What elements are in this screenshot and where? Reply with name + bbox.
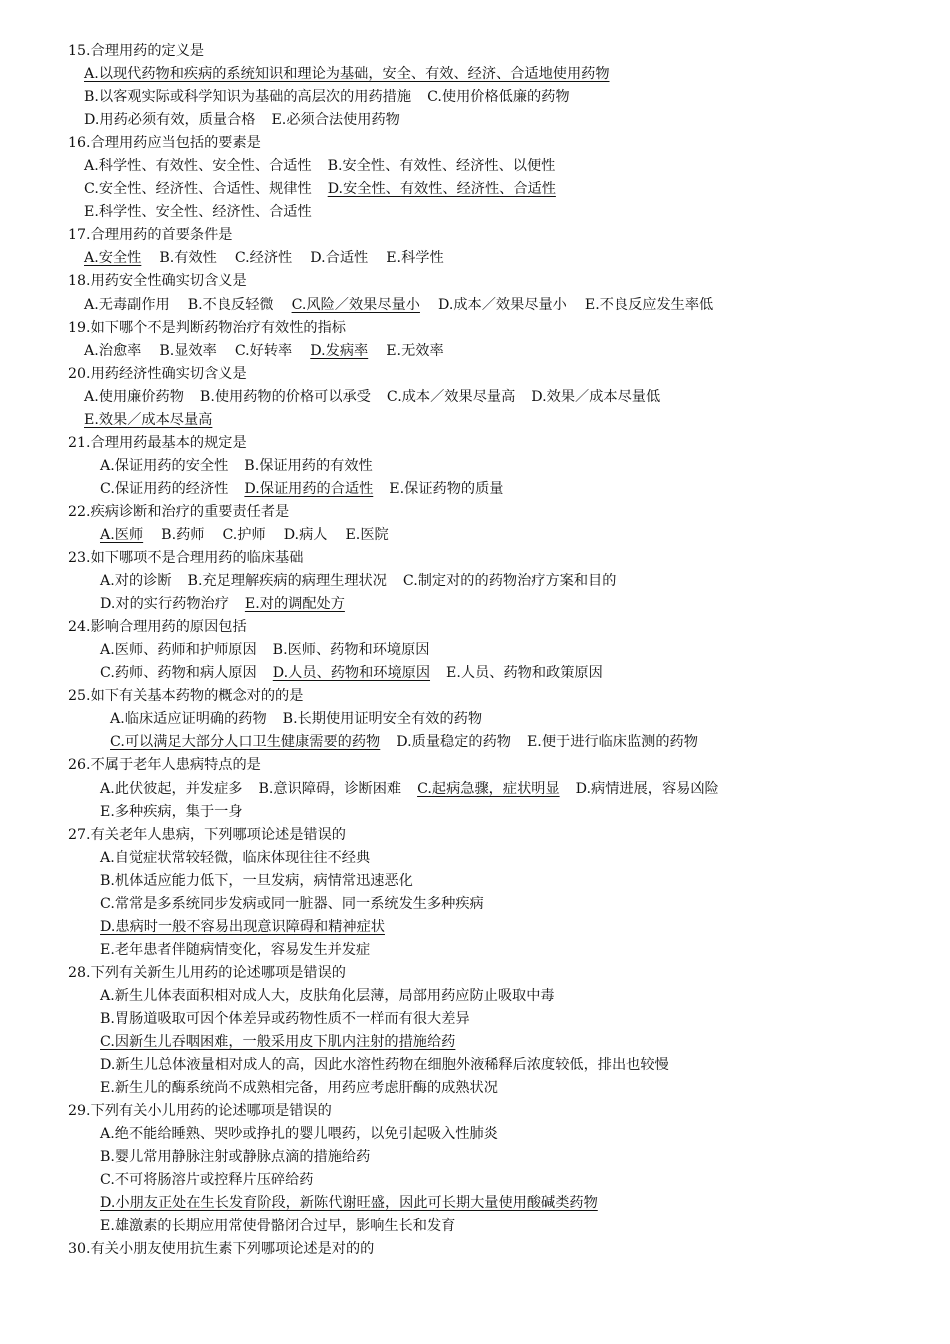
question-text: 26.不属于老年人患病特点的是 [68,757,261,774]
option-text: D.用药必须有效，质量合格 [84,112,256,129]
option-text: D.对的实行药物治疗 [100,596,229,613]
option-text: D.新生儿总体液量相对成人的高，因此水溶性药物在细胞外液稀释后浓度较低，排出也较慢 [100,1057,669,1074]
option-text: E.医院 [345,526,389,543]
option-text: C.常常是多系统同步发病或同一脏器、同一系统发生多种疾病 [100,895,484,912]
answer-option: A.医师 [100,526,144,543]
document-page [68,40,928,1261]
question-text: 18.用药安全性确实切含义是 [68,273,247,290]
question-text: 25.如下有关基本药物的概念对的的是 [68,688,304,705]
question-stem [68,1238,928,1261]
option-row [68,570,928,593]
answer-option: D.人员、药物和环境原因 [272,665,431,682]
question-text: 17.合理用药的首要条件是 [68,227,233,244]
option-text: C.安全性、经济性、合适性、规律性 [84,181,312,198]
option-text: A.绝不能给睡熟、哭吵或挣扎的婴儿喂药，以免引起吸入性肺炎 [100,1126,498,1143]
option-row [68,294,928,317]
option-row [68,109,928,132]
option-text: B.机体适应能力低下，一旦发病，病情常迅速恶化 [100,872,413,889]
question-stem [68,1100,928,1123]
question-text: 24.影响合理用药的原因包括 [68,619,247,636]
option-text: B.显效率 [159,342,217,359]
answer-option: E.对的调配处方 [244,596,345,613]
option-text: D.合适性 [310,250,369,267]
question-stem [68,501,928,524]
answer-option: C.起病急骤，症状明显 [417,780,560,797]
option-text: B.婴儿常用静脉注射或静脉点滴的措施给药 [100,1149,371,1166]
question-stem [68,40,928,63]
option-text: A.临床适应证明确的药物 [110,711,267,728]
option-text: A.对的诊断 [100,573,172,590]
question-text: 22.疾病诊断和治疗的重要责任者是 [68,503,290,520]
option-text: B.有效性 [159,250,217,267]
option-text: A.新生儿体表面积相对成人大，皮肤角化层薄，局部用药应防止吸取中毒 [100,987,555,1004]
answer-option: D.患病时一般不容易出现意识障碍和精神症状 [100,918,385,935]
question-stem [68,754,928,777]
option-text: B.以客观实际或科学知识为基础的高层次的用药措施 [84,89,412,106]
option-text: B.保证用药的有效性 [244,457,373,474]
option-row [68,639,928,662]
option-row [68,478,928,501]
option-row [68,893,928,916]
option-row [68,1169,928,1192]
option-row [68,731,928,754]
option-row [68,916,928,939]
option-text: D.效果／成本尽量低 [531,388,661,405]
option-row [68,939,928,962]
option-text: B.胃肠道吸取可因个体差异或药物性质不一样而有很大差异 [100,1010,470,1027]
option-row [68,801,928,824]
option-text: C.护师 [222,526,266,543]
question-stem [68,824,928,847]
option-text: E.新生儿的酶系统尚不成熟相完备，用药应考虑肝酶的成熟状况 [100,1080,498,1097]
option-row [68,1123,928,1146]
answer-option: E.效果／成本尽量高 [84,411,213,428]
answer-option: C.可以满足大部分人口卫生健康需要的药物 [110,734,381,751]
question-text: 15.合理用药的定义是 [68,43,205,59]
option-text: E.老年患者伴随病情变化，容易发生并发症 [100,941,371,958]
option-text: B.安全性、有效性、经济性、以便性 [327,158,556,175]
option-text: C.好转率 [234,342,293,359]
option-row [68,1192,928,1215]
question-text: 23.如下哪项不是合理用药的临床基础 [68,550,304,567]
question-stem [68,317,928,340]
option-text: D.病情进展，容易凶险 [575,780,719,797]
question-stem [68,224,928,247]
option-text: B.不良反轻微 [187,296,274,313]
option-row [68,155,928,178]
option-text: A.科学性、有效性、安全性、合适性 [84,158,312,175]
option-text: C.经济性 [234,250,293,267]
question-stem [68,363,928,386]
option-row [68,178,928,201]
option-text: B.药师 [161,526,205,543]
option-text: E.多种疾病，集于一身 [100,803,243,820]
question-text: 19.如下哪个不是判断药物治疗有效性的指标 [68,319,346,336]
option-text: A.保证用药的安全性 [100,457,229,474]
option-text: A.此伏彼起，并发症多 [100,780,243,797]
option-text: E.科学性 [386,250,444,267]
option-row [68,778,928,801]
option-row [68,708,928,731]
question-stem [68,432,928,455]
option-row [68,1008,928,1031]
option-text: A.无毒副作用 [84,296,170,313]
option-text: C.制定对的的药物治疗方案和目的 [402,573,617,590]
option-row [68,63,928,86]
option-text: C.不可将肠溶片或控释片压碎给药 [100,1172,314,1189]
option-row [68,662,928,685]
question-text: 21.合理用药最基本的规定是 [68,434,247,451]
option-text: E.保证药物的质量 [389,480,504,497]
question-stem [68,962,928,985]
answer-option: D.小朋友正处在生长发育阶段，新陈代谢旺盛，因此可长期大量使用酸碱类药物 [100,1195,598,1212]
option-row [68,86,928,109]
question-text: 16.合理用药应当包括的要素是 [68,135,261,152]
question-text: 28.下列有关新生儿用药的论述哪项是错误的 [68,964,346,981]
question-stem [68,547,928,570]
option-text: E.人员、药物和政策原因 [446,665,603,682]
option-text: C.成本／效果尽量高 [386,388,516,405]
question-text: 29.下列有关小儿用药的论述哪项是错误的 [68,1103,332,1120]
option-row [68,847,928,870]
option-text: D.病人 [283,526,328,543]
option-text: B.使用药物的价格可以承受 [199,388,371,405]
option-row [68,985,928,1008]
option-text: A.自觉症状常较轻微，临床体现往往不经典 [100,849,371,866]
option-row [68,524,928,547]
option-text: B.医师、药物和环境原因 [272,642,430,659]
option-row [68,1031,928,1054]
option-text: C.药师、药物和病人原因 [100,665,257,682]
answer-option: A.安全性 [84,250,142,267]
question-stem [68,270,928,293]
option-row [68,870,928,893]
question-stem [68,616,928,639]
answer-option: C.风险／效果尽量小 [291,296,420,313]
question-text: 30.有关小朋友使用抗生素下列哪项论述是对的的 [68,1241,375,1258]
option-text: E.科学性、安全性、经济性、合适性 [84,204,312,221]
option-row [68,1215,928,1238]
option-text: D.成本／效果尽量小 [437,296,567,313]
option-text: A.使用廉价药物 [84,388,184,405]
option-row [68,1146,928,1169]
option-text: E.无效率 [386,342,444,359]
answer-option: A.以现代药物和疾病的系统知识和理论为基础，安全、有效、经济、合适地使用药物 [84,66,610,83]
option-text: B.长期使用证明安全有效的药物 [282,711,483,728]
answer-option: C.因新生儿吞咽困难，一般采用皮下肌内注射的措施给药 [100,1034,456,1051]
answer-option: D.安全性、有效性、经济性、合适性 [327,181,556,198]
option-text: B.充足理解疾病的病理生理状况 [187,573,387,590]
option-text: B.意识障碍，诊断困难 [258,780,402,797]
option-row [68,1054,928,1077]
option-text: C.使用价格低廉的药物 [427,89,570,106]
option-text: C.保证用药的经济性 [100,480,229,497]
question-stem [68,132,928,155]
option-row [68,455,928,478]
option-text: A.医师、药师和护师原因 [100,642,257,659]
option-text: E.不良反应发生率低 [584,296,714,313]
answer-option: D.保证用药的合适性 [244,480,374,497]
option-text: E.必须合法使用药物 [271,112,400,129]
option-text: A.治愈率 [84,342,142,359]
question-text: 20.用药经济性确实切含义是 [68,365,247,382]
answer-option: D.发病率 [310,342,369,359]
option-text: E.便于进行临床监测的药物 [526,734,698,751]
option-row [68,247,928,270]
question-text: 27.有关老年人患病，下列哪项论述是错误的 [68,826,346,843]
option-row [68,1077,928,1100]
option-row [68,201,928,224]
option-row [68,340,928,363]
option-row [68,386,928,409]
option-text: D.质量稳定的药物 [396,734,511,751]
question-stem [68,685,928,708]
option-row [68,409,928,432]
option-row [68,593,928,616]
option-text: E.雄激素的长期应用常使骨骼闭合过早，影响生长和发育 [100,1218,456,1235]
